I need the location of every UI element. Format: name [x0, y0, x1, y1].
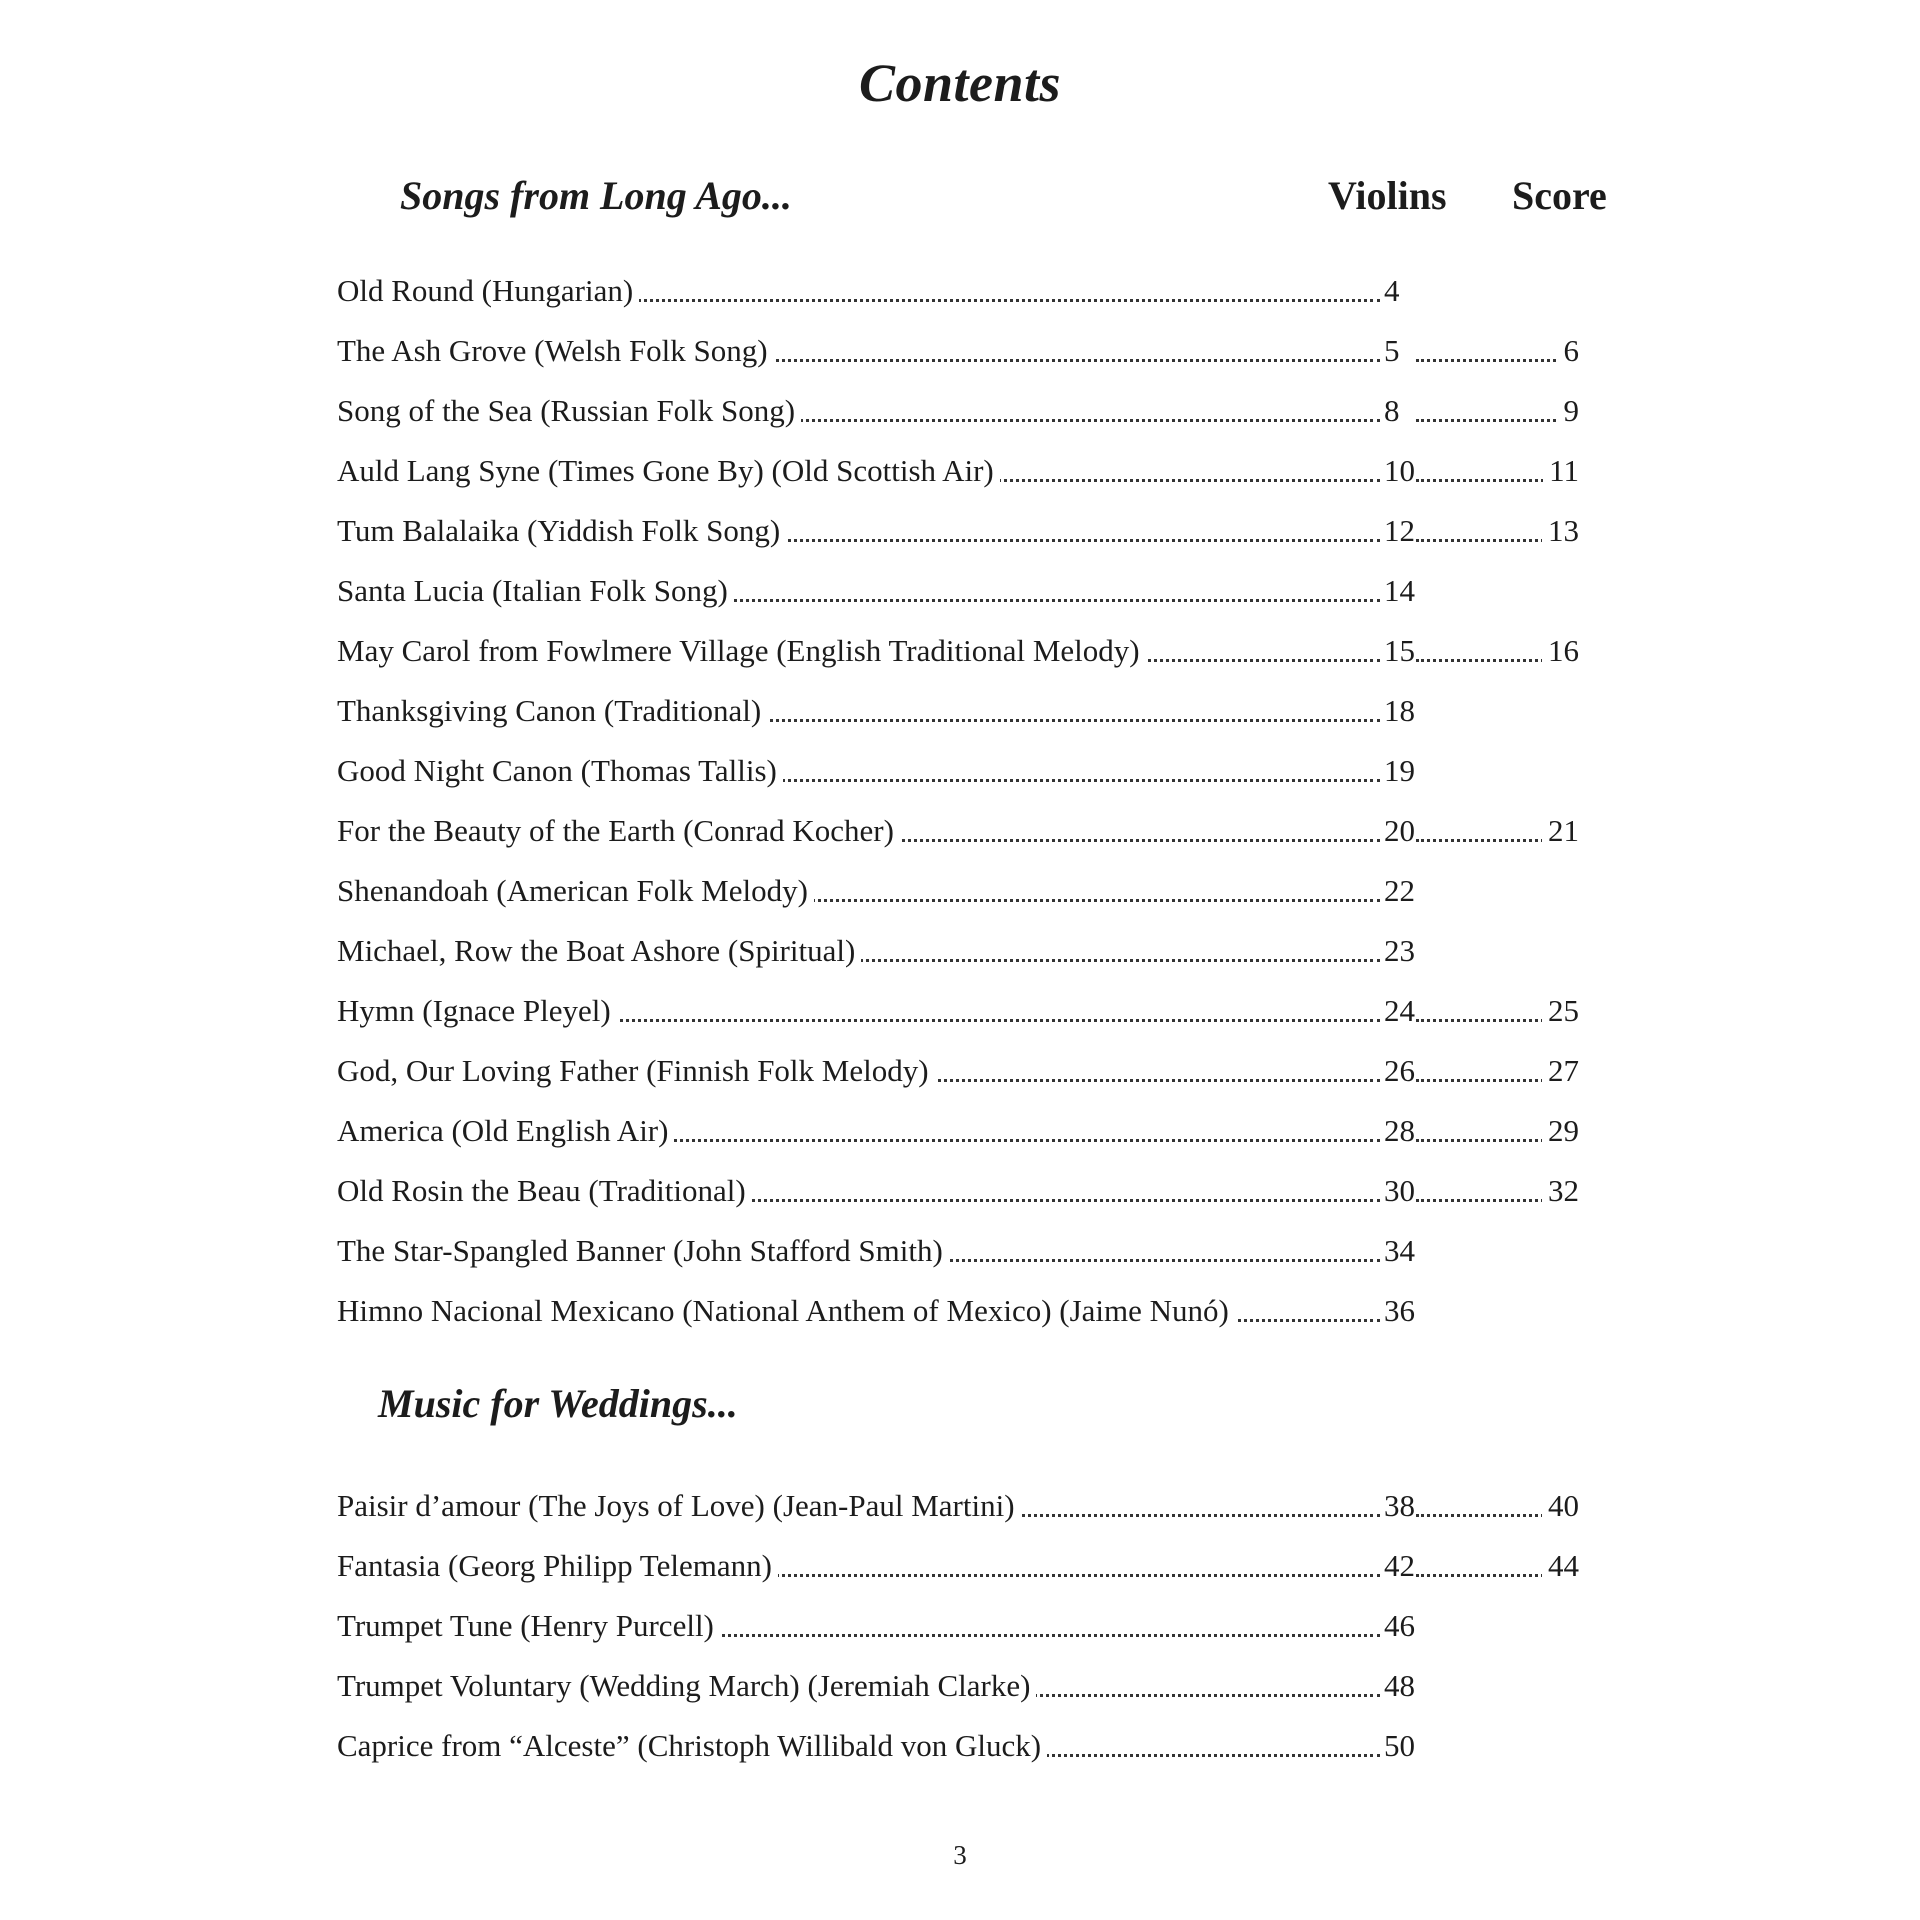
toc-entry-score-page: 32	[1542, 1166, 1579, 1216]
toc-entry-violins-page: 34	[1384, 1233, 1415, 1268]
toc-entry-title: America (Old English Air)	[337, 1113, 674, 1148]
page-title: Contents	[858, 53, 1062, 113]
toc-entry-violins-page: 50	[1384, 1728, 1415, 1763]
toc-entry-violins-page: 30	[1384, 1173, 1415, 1208]
toc-entry-score-cell	[1416, 1541, 1579, 1591]
toc-entry-title: Auld Lang Syne (Times Gone By) (Old Scottish Air)	[337, 453, 1000, 488]
toc-entry-title-cell	[337, 1541, 1380, 1591]
toc-entry	[0, 386, 1920, 436]
toc-entry-title-cell	[337, 566, 1380, 616]
toc-entry-violins-page: 8	[1384, 393, 1400, 428]
toc-entry-title-cell	[337, 1106, 1380, 1156]
toc-entry-violins-page: 14	[1384, 573, 1415, 608]
toc-entry-score-cell	[1416, 1106, 1579, 1156]
toc-entry-title-cell	[337, 626, 1380, 676]
toc-entry-violins-page: 46	[1384, 1608, 1415, 1643]
toc-entry-title-cell	[337, 266, 1380, 316]
dot-leader	[1416, 359, 1579, 362]
toc-entry-title-cell	[337, 986, 1380, 1036]
toc-entry-title: Tum Balalaika (Yiddish Folk Song)	[337, 513, 786, 548]
toc-entry-violins-page: 24	[1384, 993, 1415, 1028]
toc-entry-violins-page: 5	[1384, 333, 1400, 368]
toc-entry-title: Old Round (Hungarian)	[337, 273, 639, 308]
toc-entry-title: Trumpet Tune (Henry Purcell)	[337, 1608, 720, 1643]
toc-entry-score-cell	[1416, 506, 1579, 556]
toc-entry-score-page: 16	[1542, 626, 1579, 676]
toc-entry-title-cell	[337, 1046, 1380, 1096]
toc-entry-title-cell	[337, 926, 1380, 976]
toc-entry	[0, 1541, 1920, 1591]
toc-entry	[0, 686, 1920, 736]
toc-entry-violins-page: 4	[1384, 273, 1400, 308]
toc-entry-score-cell	[1416, 626, 1579, 676]
toc-entry-title: Song of the Sea (Russian Folk Song)	[337, 393, 801, 428]
toc-entry-title: God, Our Loving Father (Finnish Folk Melody)	[337, 1053, 935, 1088]
toc-entry-score-page: 25	[1542, 986, 1579, 1036]
toc-entry-score-cell	[1416, 1166, 1579, 1216]
toc-entry-title: For the Beauty of the Earth (Conrad Kocher)	[337, 813, 900, 848]
toc-entry-title: Hymn (Ignace Pleyel)	[337, 993, 617, 1028]
page-number: 3	[953, 1840, 967, 1870]
toc-entry-title-cell	[337, 506, 1380, 556]
toc-entry	[0, 1661, 1920, 1711]
toc-entry-violins-page: 19	[1384, 753, 1415, 788]
toc-entry	[0, 866, 1920, 916]
section-heading-songs-from-long-ago: Songs from Long Ago...	[400, 173, 792, 218]
toc-entry	[0, 1601, 1920, 1651]
toc-entry-violins-page: 38	[1384, 1488, 1415, 1523]
toc-entry-title-cell	[337, 866, 1380, 916]
toc-entry-violins-page: 22	[1384, 873, 1415, 908]
toc-entry	[0, 1226, 1920, 1276]
toc-entry-score-cell	[1416, 386, 1579, 436]
toc-entry-score-cell	[1416, 446, 1579, 496]
toc-entry-title-cell	[337, 686, 1380, 736]
toc-entry-title-cell	[337, 446, 1380, 496]
toc-entry	[0, 986, 1920, 1036]
toc-entry-title: Paisir d’amour (The Joys of Love) (Jean-Paul Martini)	[337, 1488, 1021, 1523]
toc-entry	[0, 266, 1920, 316]
toc-entry-title-cell	[337, 1481, 1380, 1531]
toc-entry-score-page: 40	[1542, 1481, 1579, 1531]
toc-entry	[0, 746, 1920, 796]
toc-entry-violins-page: 10	[1384, 453, 1415, 488]
toc-entry-title: The Ash Grove (Welsh Folk Song)	[337, 333, 774, 368]
column-header-violins: Violins	[1328, 173, 1447, 218]
toc-entry	[0, 926, 1920, 976]
toc-entry-title-cell	[337, 1226, 1380, 1276]
toc-entry	[0, 1721, 1920, 1771]
toc-entry-title-cell	[337, 1661, 1380, 1711]
toc-entry-violins-page: 23	[1384, 933, 1415, 968]
toc-entry-score-page: 44	[1542, 1541, 1579, 1591]
toc-entry-title: Michael, Row the Boat Ashore (Spiritual)	[337, 933, 861, 968]
toc-entry-score-cell	[1416, 806, 1579, 856]
toc-entry-title-cell	[337, 1721, 1380, 1771]
toc-entry	[0, 566, 1920, 616]
toc-entry	[0, 806, 1920, 856]
toc-entry-violins-page: 36	[1384, 1293, 1415, 1328]
toc-entry-score-cell	[1416, 986, 1579, 1036]
toc-entry-title-cell	[337, 806, 1380, 856]
toc-entry-title: Himno Nacional Mexicano (National Anthem of Mexico) (Jaime Nunó)	[337, 1293, 1235, 1328]
toc-entry	[0, 1481, 1920, 1531]
toc-entry	[0, 506, 1920, 556]
toc-entry-title-cell	[337, 746, 1380, 796]
toc-entry	[0, 626, 1920, 676]
toc-entry-violins-page: 18	[1384, 693, 1415, 728]
toc-entry-score-page: 11	[1543, 446, 1579, 496]
toc-entry-title: Shenandoah (American Folk Melody)	[337, 873, 814, 908]
toc-entry-title-cell	[337, 386, 1380, 436]
column-header-score: Score	[1512, 173, 1607, 218]
toc-entry-score-cell	[1416, 1481, 1579, 1531]
toc-entry-title: Caprice from “Alceste” (Christoph Willibald von Gluck)	[337, 1728, 1047, 1763]
toc-entry-title-cell	[337, 1166, 1380, 1216]
toc-entry-violins-page: 48	[1384, 1668, 1415, 1703]
toc-entry-title: Santa Lucia (Italian Folk Song)	[337, 573, 734, 608]
dot-leader	[1416, 419, 1579, 422]
toc-entry-violins-page: 28	[1384, 1113, 1415, 1148]
toc-entry-violins-page: 42	[1384, 1548, 1415, 1583]
toc-entry	[0, 1286, 1920, 1336]
toc-entry	[0, 326, 1920, 376]
toc-entry-title-cell	[337, 1601, 1380, 1651]
toc-entry-title-cell	[337, 326, 1380, 376]
toc-entry-title: Trumpet Voluntary (Wedding March) (Jeremiah Clarke)	[337, 1668, 1036, 1703]
toc-entry-title: Good Night Canon (Thomas Tallis)	[337, 753, 783, 788]
toc-entry-title: May Carol from Fowlmere Village (English Traditional Melody)	[337, 633, 1146, 668]
toc-entry	[0, 1106, 1920, 1156]
toc-entry-score-page: 29	[1542, 1106, 1579, 1156]
toc-entry-title: Old Rosin the Beau (Traditional)	[337, 1173, 752, 1208]
toc-entry-score-page: 9	[1558, 386, 1580, 436]
toc-entry-violins-page: 26	[1384, 1053, 1415, 1088]
toc-entry	[0, 1166, 1920, 1216]
toc-entry-score-page: 27	[1542, 1046, 1579, 1096]
section-heading-music-for-weddings: Music for Weddings...	[378, 1381, 738, 1426]
toc-entry-violins-page: 12	[1384, 513, 1415, 548]
toc-entry-title: Fantasia (Georg Philipp Telemann)	[337, 1548, 778, 1583]
toc-entry	[0, 446, 1920, 496]
toc-entry-title: The Star-Spangled Banner (John Stafford Smith)	[337, 1233, 949, 1268]
toc-entry-score-cell	[1416, 326, 1579, 376]
toc-entry-title-cell	[337, 1286, 1380, 1336]
toc-entry-score-page: 13	[1542, 506, 1579, 556]
toc-entry	[0, 1046, 1920, 1096]
toc-entry-violins-page: 20	[1384, 813, 1415, 848]
toc-entry-score-cell	[1416, 1046, 1579, 1096]
toc-entry-score-page: 6	[1558, 326, 1580, 376]
toc-entry-violins-page: 15	[1384, 633, 1415, 668]
toc-entry-score-page: 21	[1542, 806, 1579, 856]
toc-entry-title: Thanksgiving Canon (Traditional)	[337, 693, 767, 728]
